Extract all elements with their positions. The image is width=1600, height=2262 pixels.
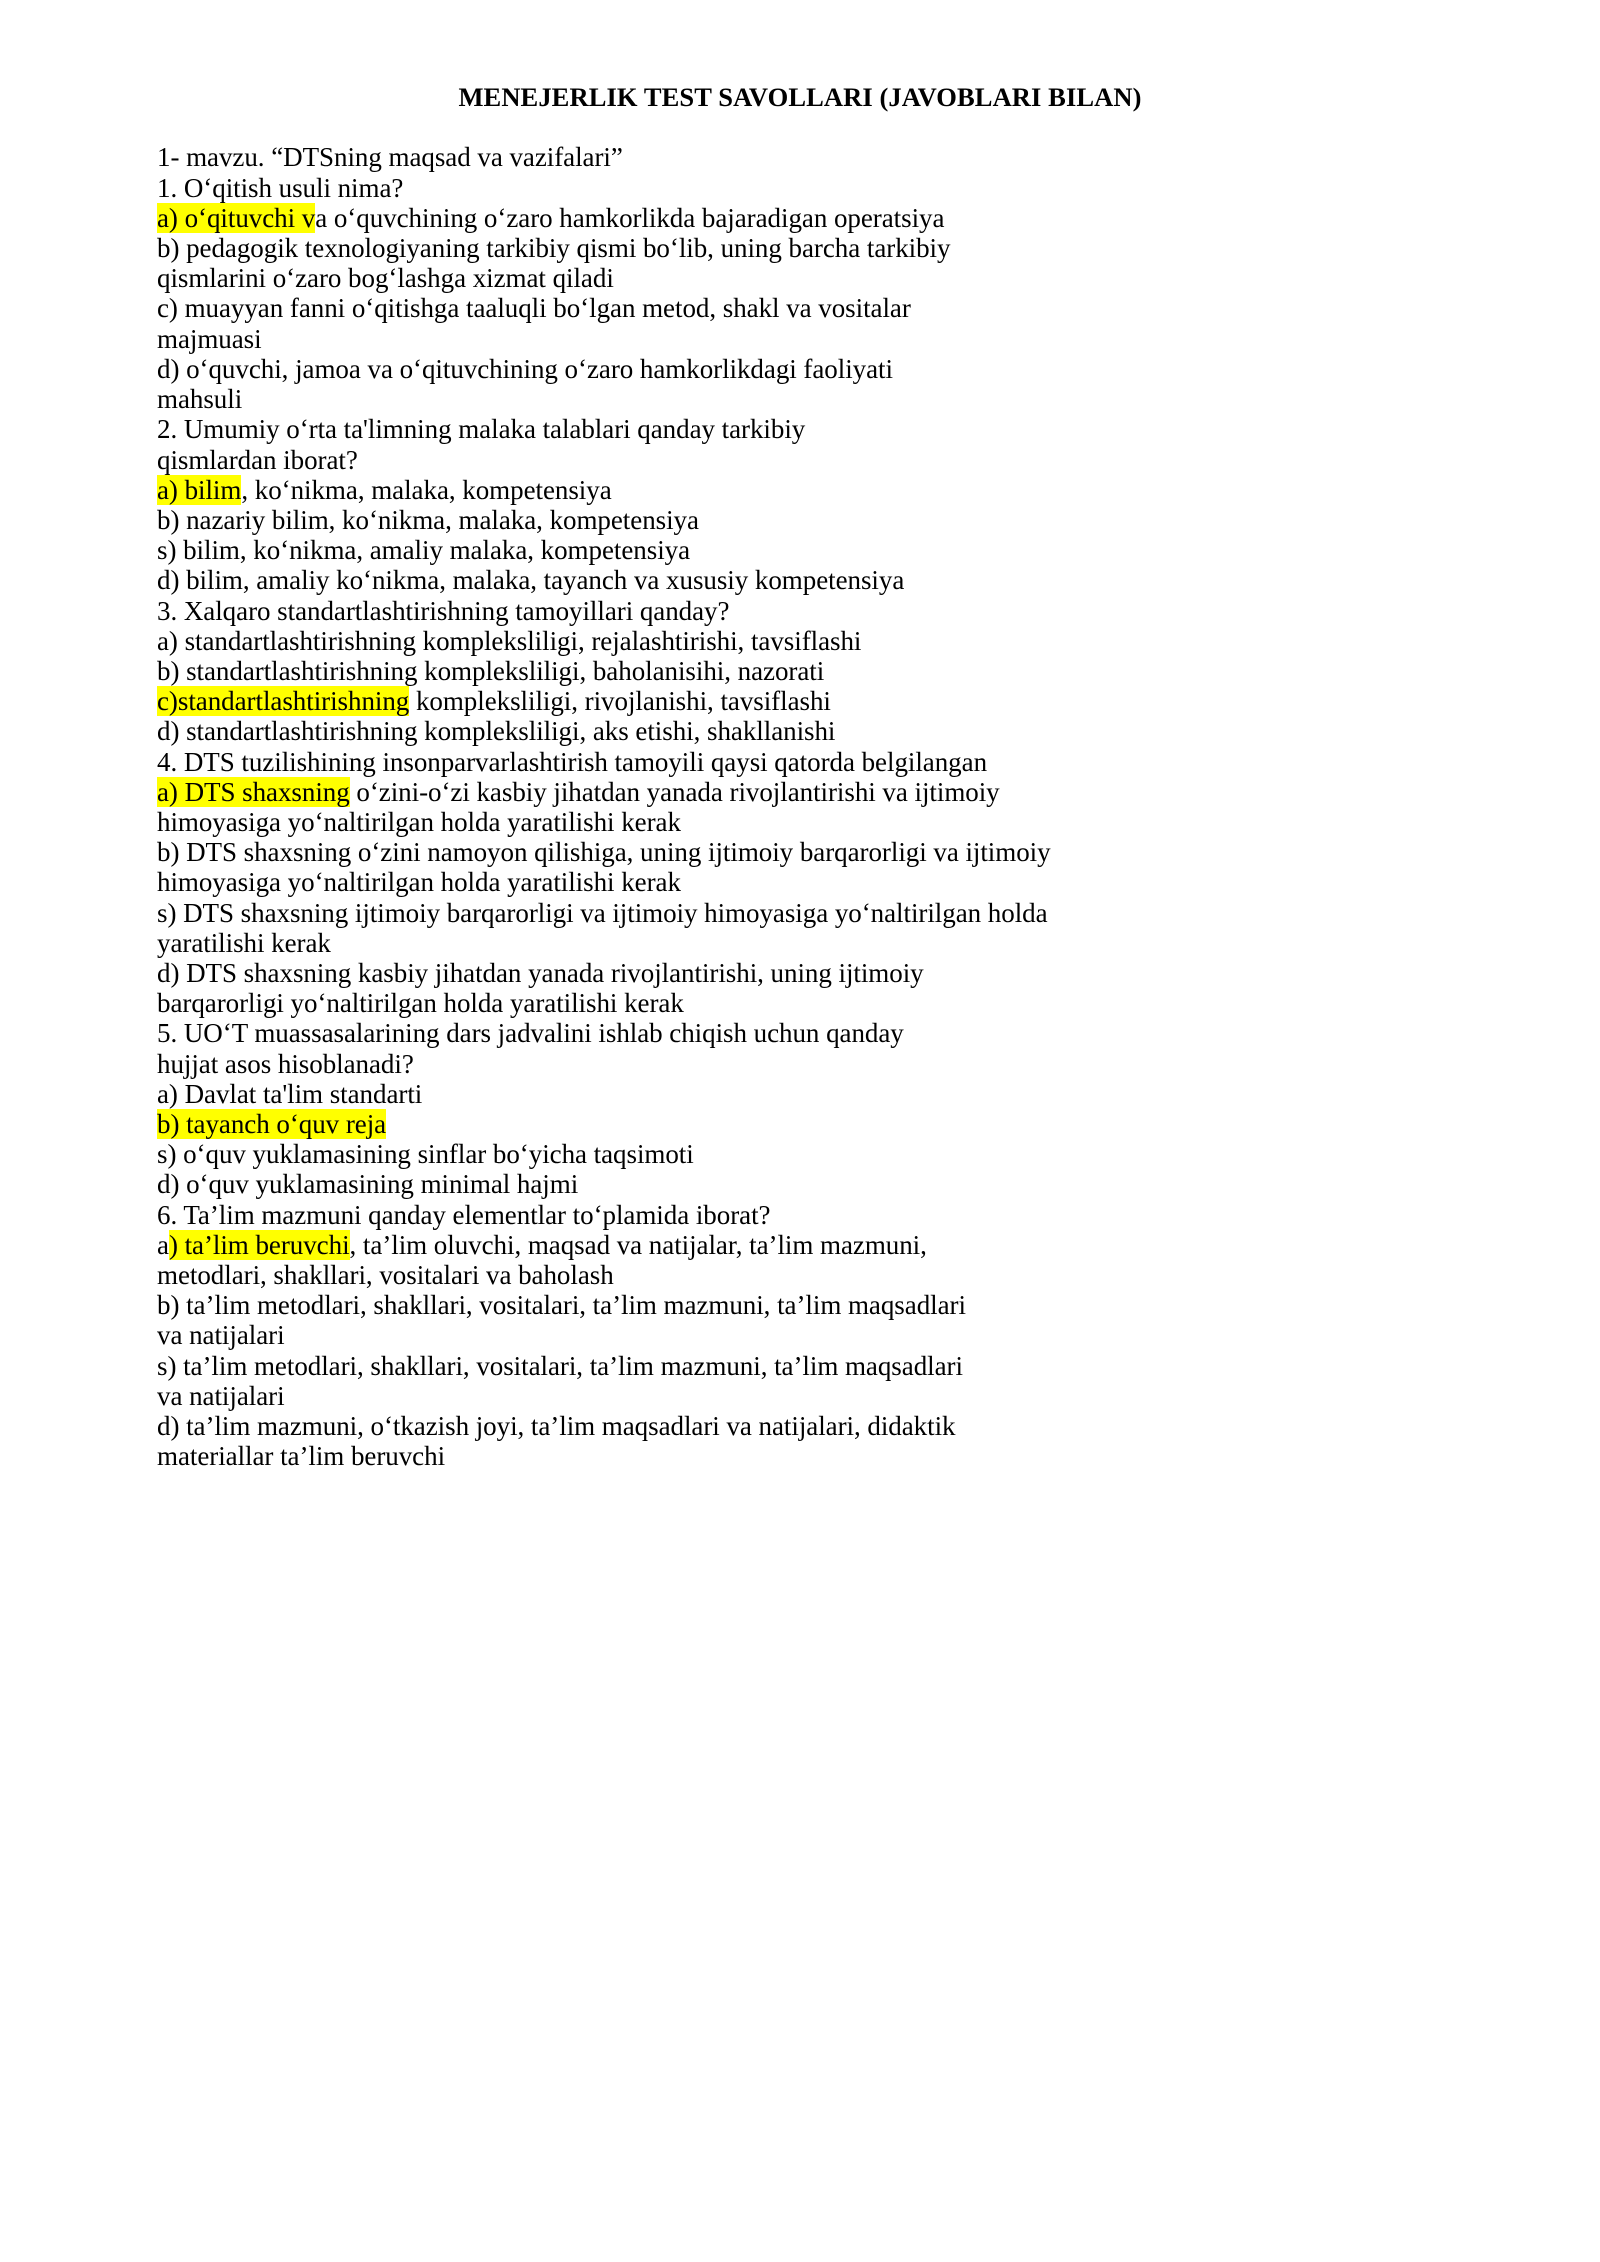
text-run: barqarorligi yoʻnaltirilgan holda yaratilishi kerak [157,988,684,1019]
text-line [157,807,1540,837]
text-line [157,1139,1540,1169]
text-run: 1. Oʻqitish usuli nima? [157,172,404,203]
text-run: himoyasiga yoʻnaltirilgan holda yaratilishi kerak [157,867,681,898]
text-line [157,898,1540,928]
highlighted-answer: c)standartlashtirishning [157,686,410,717]
highlighted-answer: a) oʻqituvchi v [157,202,316,233]
text-line [157,384,1540,414]
text-run: majmuasi [157,323,262,354]
text-run: b) nazariy bilim, koʻnikma, malaka, kompetensiya [157,504,699,535]
text-line [157,1320,1540,1350]
text-line [157,1411,1540,1441]
text-line [157,263,1540,293]
text-run: c) muayyan fanni oʻqitishga taaluqli boʻlgan metod, shakl va vositalar [157,293,911,324]
text-line [157,203,1540,233]
text-line [157,445,1540,475]
text-run: a [157,1229,169,1260]
text-run: d) standartlashtirishning kompleksliligi, aks etishi, shakllanishi [157,716,836,747]
text-line [157,1260,1540,1290]
text-line [157,354,1540,384]
text-run: b) ta’lim metodlari, shakllari, vositalari, ta’lim mazmuni, ta’lim maqsadlari [157,1290,966,1321]
text-line [157,777,1540,807]
text-line [157,1200,1540,1230]
text-line [157,1290,1540,1320]
text-run: a oʻquvchining oʻzaro hamkorlikda bajaradigan operatsiya [315,202,945,233]
highlighted-answer: ) ta’lim beruvchi [168,1229,350,1260]
text-run: s) DTS shaxsning ijtimoiy barqarorligi va ijtimoiy himoyasiga yoʻnaltirilgan holda [157,897,1048,928]
text-line [157,656,1540,686]
text-run: d) oʻquvchi, jamoa va oʻqituvchining oʻzaro hamkorlikdagi faoliyati [157,353,893,384]
text-run: himoyasiga yoʻnaltirilgan holda yaratilishi kerak [157,806,681,837]
text-line [157,1049,1540,1079]
text-line [157,142,1540,172]
highlighted-answer: a) bilim [157,474,242,505]
text-run: qismlardan iborat? [157,444,358,475]
text-run: d) oʻquv yuklamasining minimal hajmi [157,1169,579,1200]
text-run: materiallar ta’lim beruvchi [157,1441,446,1472]
text-run: s) ta’lim metodlari, shakllari, vositalari, ta’lim mazmuni, ta’lim maqsadlari [157,1350,963,1381]
text-line [157,716,1540,746]
text-line [157,233,1540,263]
text-line [157,626,1540,656]
text-line [157,1381,1540,1411]
text-run: kompleksliligi, rivojlanishi, tavsiflashi [409,686,831,717]
text-line [157,1018,1540,1048]
text-line [157,988,1540,1018]
text-run: oʻzini-oʻzi kasbiy jihatdan yanada rivojlantirishi va ijtimoiy [349,776,1000,807]
text-line [157,1109,1540,1139]
text-run: , koʻnikma, malaka, kompetensiya [241,474,612,505]
text-run: 4. DTS tuzilishining insonparvarlashtirish tamoyili qaysi qatorda belgilangan [157,746,988,777]
text-run: s) oʻquv yuklamasining sinflar boʻyicha taqsimoti [157,1139,694,1170]
text-line [157,837,1540,867]
text-line [157,686,1540,716]
text-line [157,535,1540,565]
text-run: , ta’lim oluvchi, maqsad va natijalar, ta’lim mazmuni, [349,1229,927,1260]
text-line [157,1230,1540,1260]
text-line [157,1441,1540,1471]
page-title: MENEJERLIK TEST SAVOLLARI (JAVOBLARI BILAN) [458,82,1142,112]
text-line [157,324,1540,354]
text-run: b) standartlashtirishning kompleksliligi, baholanisihi, nazorati [157,655,825,686]
text-line [157,958,1540,988]
text-run: b) DTS shaxsning oʻzini namoyon qilishiga, uning ijtimoiy barqarorligi va ijtimoiy [157,837,1051,868]
document-body [157,112,1540,1471]
text-line [157,928,1540,958]
text-line [157,1351,1540,1381]
text-line [157,747,1540,777]
text-line [157,1169,1540,1199]
text-run: b) pedagogik texnologiyaning tarkibiy qismi boʻlib, uning barcha tarkibiy [157,233,951,264]
highlighted-answer: b) tayanch oʻquv reja [157,1108,387,1139]
text-run: va natijalari [157,1320,285,1351]
text-run: 1- mavzu. “DTSning maqsad va vazifalari” [157,142,623,173]
text-run: qismlarini oʻzaro bogʻlashga xizmat qiladi [157,263,614,294]
text-run: d) bilim, amaliy koʻnikma, malaka, tayanch va xususiy kompetensiya [157,565,905,596]
text-run: d) ta’lim mazmuni, oʻtkazish joyi, ta’lim maqsadlari va natijalari, didaktik [157,1411,956,1441]
text-line [157,867,1540,897]
text-run: d) DTS shaxsning kasbiy jihatdan yanada rivojlantirishi, uning ijtimoiy [157,957,924,988]
text-run: hujjat asos hisoblanadi? [157,1048,414,1079]
highlighted-answer: a) DTS shaxsning [157,776,350,807]
text-run: a) standartlashtirishning kompleksliligi, rejalashtirishi, tavsiflashi [157,625,862,656]
text-line [157,1079,1540,1109]
text-run: metodlari, shakllari, vositalari va baholash [157,1259,614,1290]
text-run: 2. Umumiy oʻrta ta'limning malaka talablari qanday tarkibiy [157,414,806,445]
text-run: a) Davlat ta'lim standarti [157,1078,423,1109]
text-run: s) bilim, koʻnikma, amaliy malaka, kompetensiya [157,535,691,566]
text-line [157,414,1540,444]
text-line [157,293,1540,323]
text-run: 3. Xalqaro standartlashtirishning tamoyillari qanday? [157,595,730,626]
text-run: mahsuli [157,384,243,415]
text-line [157,505,1540,535]
text-run: yaratilishi kerak [157,927,331,958]
text-line [157,173,1540,203]
text-line [157,475,1540,505]
text-run: 5. UOʻT muassasalarining dars jadvalini ishlab chiqish uchun qanday [157,1018,904,1049]
text-line [157,565,1540,595]
text-run: va natijalari [157,1380,285,1411]
text-line [157,596,1540,626]
text-run: 6. Ta’lim mazmuni qanday elementlar toʻplamida iborat? [157,1199,771,1230]
